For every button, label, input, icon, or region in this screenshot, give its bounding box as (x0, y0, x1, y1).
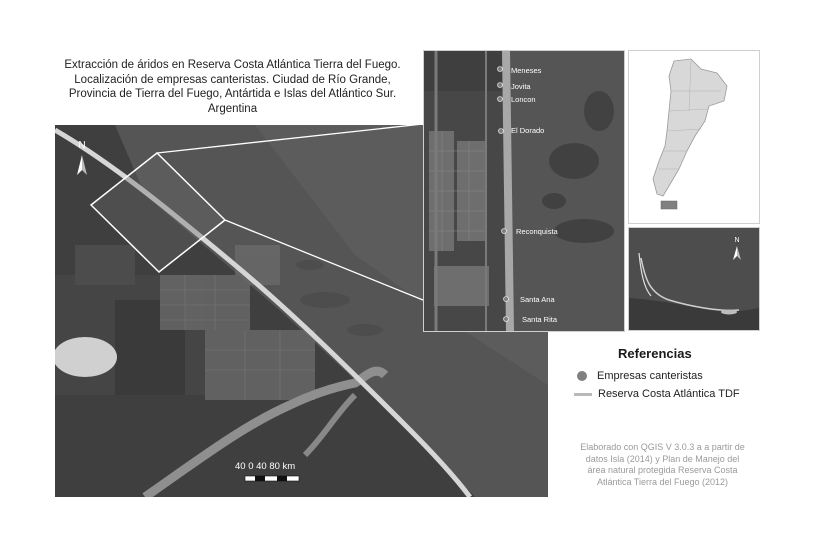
company-label-reconquista: Reconquista (516, 227, 558, 236)
argentina-locator-map (628, 50, 760, 224)
province-locator-map (628, 227, 760, 331)
company-label-el-dorado: El Dorado (511, 126, 545, 135)
company-label-jovita: Jovita (511, 82, 531, 91)
credit-line: área natural protegida Reserva Costa (587, 465, 738, 475)
legend-item-reserve (574, 386, 740, 402)
title-line: Provincia de Tierra del Fuego, Antártida e Islas del Atlántico Sur. (68, 88, 397, 100)
company-label-loncon: Loncon (511, 95, 536, 104)
reserve-line-icon (574, 393, 592, 396)
credit-line: Atlántica Tierra del Fuego (2012) (596, 476, 729, 487)
credit-line: datos Isla (2014) y Plan de Manejo del (585, 453, 740, 464)
north-label: N (78, 140, 86, 151)
zoom-satellite-map (423, 50, 625, 332)
north-label: N (734, 237, 740, 244)
company-label-santa-ana: Santa Ana (520, 295, 555, 304)
map-title (55, 58, 410, 116)
title-line: Localización de empresas canteristas. Ciudad de Río Grande, (74, 73, 391, 86)
company-label-santa-rita: Santa Rita (522, 315, 558, 324)
legend-item-companies (574, 368, 703, 384)
title-line: Argentina (207, 102, 258, 115)
legend-item-label: Empresas canteristas (597, 370, 703, 382)
map-credits (560, 442, 765, 488)
legend-title: Referencias (618, 346, 692, 361)
credit-line: Elaborado con QGIS V 3.0.3 a a partir de (580, 442, 745, 452)
legend-item-label: Reserva Costa Atlántica TDF (598, 388, 740, 400)
company-dot-icon (577, 371, 587, 381)
scale-bar-label: 40 0 40 80 km (235, 461, 296, 472)
company-label-meneses: Meneses (511, 66, 542, 75)
title-line: Extracción de áridos en Reserva Costa Atlántica Tierra del Fuego. (64, 59, 401, 71)
